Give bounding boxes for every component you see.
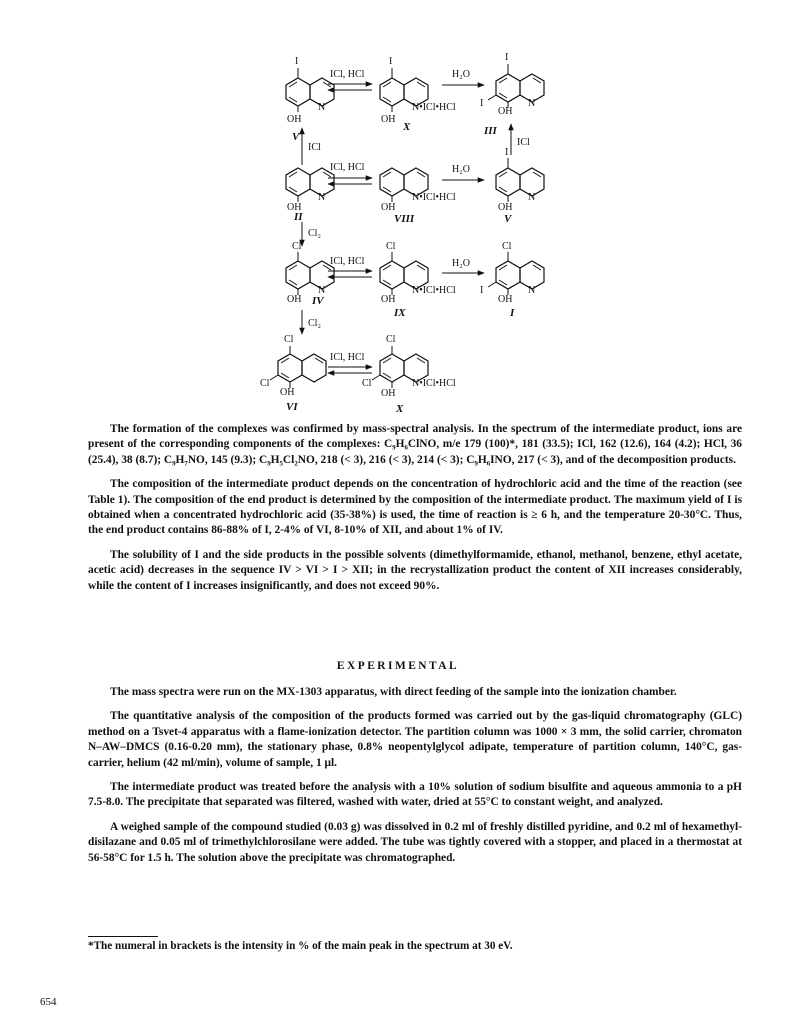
compound-number: IV — [312, 295, 324, 307]
reagent-label: ICl, HCl — [330, 256, 365, 267]
reagent-label: ICl, HCl — [330, 69, 365, 80]
paragraph: The intermediate product was treated before the analysis with a 10% solution of sodium bisulfite and aqueous ammonia to a pH 7.5-8.0. The precipitate that separated was filtered, washed with water, dried at 55°C to constant weight, and analyzed. — [88, 781, 742, 809]
structure-X-row1 — [380, 56, 456, 125]
substituent-chlorine: Cl — [260, 378, 270, 389]
salt-label: N•ICl•HCl — [412, 378, 456, 389]
reagent-label: ICl, HCl — [330, 162, 365, 173]
paragraph: The quantitative analysis of the composition of the products formed was carried out by the gas-liquid chromatography (GLC) method on a Tsvet-4 apparatus with a flame-ionization detector. The partition column was 1000 × 3 mm, the solid carrier, chromaton N–AW–DMCS (0.16-0.20 mm), the stationary phase, 0.8% neopentylglycol adipate, temperature of partition column, 140°C, gas-carrier, helium (42 ml/min), volume of sample, 1 μl. — [88, 710, 742, 769]
reagent-label: ICl — [517, 137, 530, 148]
paragraph: The mass spectra were run on the MX-1303 apparatus, with direct feeding of the sample into the ionization chamber. — [110, 686, 677, 698]
footnote-rule — [88, 936, 158, 937]
paragraph: The solubility of I and the side products in the possible solvents (dimethylformamide, ethanol, methanol, benzene, ethyl acetate, acetic acid) decreases in the sequence IV > VI > I > XII; in the recrystallization product the content of XII increases considerably, while the content of I increases insignificantly, and does not exceed 90%. — [88, 548, 742, 592]
reagent-label: Cl₂ — [308, 318, 321, 329]
reagent-label: H₂O — [452, 164, 470, 175]
oh-label: OH — [381, 202, 396, 213]
oh-label: OH — [287, 294, 302, 305]
oh-label: OH — [280, 387, 295, 398]
structure-III — [480, 52, 544, 117]
substituent-chlorine: Cl — [362, 378, 372, 389]
section-heading: EXPERIMENTAL — [336, 660, 460, 672]
paragraph: The composition of the intermediate product depends on the concentration of hydrochloric acid and the time of the reaction (see Table 1). The composition of the end product is determined by the composition of the intermediate product. The maximum yield of I is obtained when a concentrated hydrochloric acid (35-38%) is used, the time of reaction is ≥ 6 h, and the temperature 20-30°C. Thus, the end product contains 86-88% of I, 2-4% of VI, 8-10% of XII, and about 1% of IV. — [88, 478, 742, 537]
oh-label: OH — [287, 202, 302, 213]
compound-number: V — [504, 213, 512, 225]
structure-X-row4 — [362, 334, 456, 399]
reagent-label: ICl, HCl — [330, 352, 365, 363]
compound-number: X — [396, 403, 404, 415]
substituent-chlorine: Cl — [386, 241, 396, 252]
footnote: *The numeral in brackets is the intensity in % of the main peak in the spectrum at 30 eV. — [88, 940, 513, 952]
results-discussion — [88, 422, 742, 603]
oh-label: OH — [381, 388, 396, 399]
n-label: N — [528, 192, 536, 203]
structure-V-row2 — [496, 147, 544, 213]
reaction-scheme — [0, 0, 796, 415]
oh-label: OH — [498, 106, 513, 117]
reagent-label: H₂O — [452, 258, 470, 269]
n-label: N — [528, 98, 536, 109]
n-label: N — [318, 285, 326, 296]
experimental-section — [88, 685, 742, 875]
compound-number: III — [484, 125, 497, 137]
oh-label: OH — [287, 114, 302, 125]
reagent-label: Cl₂ — [308, 228, 321, 239]
substituent-iodine: I — [389, 56, 393, 67]
paragraph: A weighed sample of the compound studied (0.03 g) was dissolved in 0.2 ml of freshly distilled pyridine, and 0.2 ml of hexamethyl-disilazane and 0.05 ml of trimethylchlorosilane were added. The tube was tightly covered with a stopper, and placed in a thermostat at 56-58°C for 1.5 h. The solution above the precipitate was chromatographed. — [88, 820, 742, 864]
compound-number: VIII — [394, 213, 415, 225]
substituent-iodine: I — [505, 147, 509, 158]
oh-label: OH — [381, 294, 396, 305]
reagent-label: ICl — [308, 142, 321, 153]
substituent-chlorine: Cl — [386, 334, 396, 345]
substituent-iodine: I — [480, 98, 484, 109]
compound-number: IX — [394, 307, 406, 319]
salt-label: N•ICl•HCl — [412, 285, 456, 296]
n-label: N — [318, 102, 326, 113]
substituent-iodine: I — [295, 56, 299, 67]
substituent-iodine: I — [505, 52, 509, 63]
compound-number: II — [294, 211, 303, 223]
compound-number: I — [510, 307, 515, 319]
substituent-iodine: I — [480, 285, 484, 296]
structure-VIII — [380, 168, 456, 213]
structure-IV — [286, 241, 334, 305]
structure-VI — [260, 334, 326, 398]
substituent-chlorine: Cl — [284, 334, 294, 345]
structure-I — [480, 241, 544, 305]
substituent-chlorine: Cl — [292, 241, 302, 252]
salt-label: N•ICl•HCl — [412, 192, 456, 203]
compound-number: VI — [286, 401, 298, 413]
n-label: N — [318, 192, 326, 203]
page-number: 654 — [40, 996, 57, 1008]
compound-number: X — [403, 121, 411, 133]
structure-V-row1 — [286, 56, 334, 125]
salt-label: N•ICl•HCl — [412, 102, 456, 113]
paragraph: The formation of the complexes was confirmed by mass-spectral analysis. In the spectrum of the intermediate product, ions are present of the corresponding components of the complexes: C₉H₆ClNO, m/e 179 (100)*, 181 (33.5); ICl, 162 (12.6), 164 (4.2); HCl, 36 (25.4), 38 (8.7); C₉H₇NO, 145 (9.3); C₉H₅Cl₂NO, 218 (< 3), 216 (< 3), 214 (< 3); C₉H₆INO, 217 (< 3), and of the decomposition products. — [88, 423, 742, 466]
compound-number: V — [292, 131, 300, 143]
reagent-label: H₂O — [452, 69, 470, 80]
n-label: N — [528, 285, 536, 296]
structure-II — [286, 168, 334, 213]
oh-label: OH — [498, 202, 513, 213]
oh-label: OH — [498, 294, 513, 305]
oh-label: OH — [381, 114, 396, 125]
substituent-chlorine: Cl — [502, 241, 512, 252]
